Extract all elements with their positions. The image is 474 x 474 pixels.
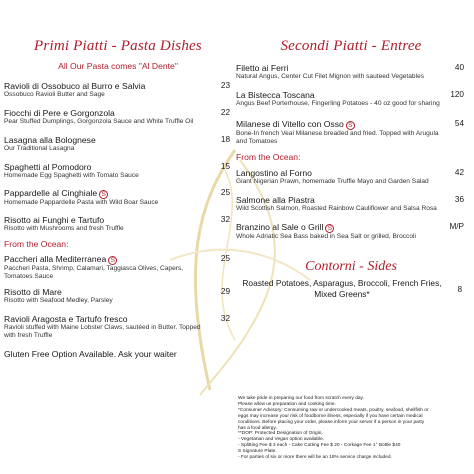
notice-line: *Consumer Advisory: Consuming raw or undercooked meats, poultry, seafood, shellfish or bbox=[238, 407, 429, 413]
menu-item bbox=[236, 90, 466, 108]
menu-item-price: 32 bbox=[220, 215, 230, 225]
signature-plate-icon: S bbox=[346, 121, 355, 130]
menu-item-price: 25 bbox=[220, 253, 230, 263]
menu-item-name-text: Risotto ai Funghi e Tartufo bbox=[4, 215, 105, 226]
sides-list: Roasted Potatoes, Asparagus, Broccoli, French Fries, Mixed Greens* bbox=[242, 278, 442, 299]
menu-item-description: Whole Adriatic Sea Bass baked in Sea Salt or grilled, Broccoli bbox=[236, 232, 416, 240]
menu-item-price: 32 bbox=[220, 313, 230, 323]
menu-item-name-text: Langostino al Forno bbox=[236, 168, 312, 179]
sides-section-title: Contorni - Sides bbox=[305, 259, 397, 275]
menu-item-price: 15 bbox=[220, 161, 230, 171]
menu-item bbox=[4, 135, 232, 153]
menu-item-price: 22 bbox=[220, 108, 230, 118]
entree-item-list bbox=[236, 63, 466, 146]
menu-item-name bbox=[4, 81, 210, 91]
menu-item-name bbox=[236, 222, 444, 233]
menu-item-price: 25 bbox=[220, 188, 230, 198]
notice-line: We take pride in preparing our food from scratch every day. bbox=[238, 396, 364, 401]
pasta-section-title: Primi Piatti - Pasta Dishes bbox=[34, 38, 202, 54]
menu-item-name bbox=[4, 314, 210, 324]
menu-item bbox=[236, 195, 466, 213]
menu-item-description: Homemade Egg Spaghetti with Tomato Sauce bbox=[4, 171, 139, 179]
menu-item-name bbox=[236, 195, 444, 205]
menu-item-description: Pear Stuffed Dumplings, Gorgonzola Sauce and White Truffle Oil bbox=[4, 118, 194, 126]
menu-item bbox=[4, 162, 232, 180]
menu-item-description: Homemade Pappardelle Pasta with Wild Boar Sauce bbox=[4, 199, 159, 207]
menu-item bbox=[4, 314, 232, 341]
menu-item-name-text: Salmone alla Piastra bbox=[236, 195, 315, 206]
notice-line: conditions. Before placing your order, please inform your server if a person in your party bbox=[238, 419, 425, 425]
menu-item-name bbox=[4, 135, 210, 145]
signature-plate-icon: S bbox=[325, 224, 334, 233]
entree-section bbox=[236, 0, 466, 299]
menu-item-price: 40 bbox=[454, 63, 464, 72]
notice-line: - For parties of six or more there will be an 18% service charge included. bbox=[238, 455, 392, 461]
notice-line: - Vegetarian and Vegan option available. bbox=[238, 437, 325, 443]
menu-item bbox=[236, 168, 466, 186]
menu-item-price: M/P bbox=[449, 221, 464, 231]
menu-item-name-text: Risotto di Mare bbox=[4, 287, 62, 298]
pasta-ocean-heading: From the Ocean: bbox=[4, 238, 69, 249]
menu-item-description: Wild Scottish Salmon, Roasted Rainbow Cauliflower and Salsa Rosa bbox=[236, 205, 437, 213]
menu-item bbox=[4, 287, 232, 305]
menu-item-name bbox=[236, 119, 444, 130]
menu-item-name-text: Fiocchi di Pere e Gorgonzola bbox=[4, 108, 115, 119]
notice-line: eggs may increase your risk of foodborne illness, especially if you have certain medical bbox=[238, 413, 423, 419]
pasta-subtitle: All Our Pasta comes "Al Dente" bbox=[58, 61, 178, 71]
notice-line: Please allow us preparation and cooking time. bbox=[238, 401, 336, 407]
gluten-free-note: Gluten Free Option Available. Ask your waiter bbox=[4, 349, 177, 360]
notice-line: has a food allergy. bbox=[238, 425, 277, 431]
menu-item bbox=[4, 215, 232, 233]
menu-item-description: Natural Angus, Center Cut Filet Mignon with sauteed Vegetables bbox=[236, 73, 425, 80]
entree-ocean-item-list bbox=[236, 168, 466, 241]
menu-item-description: Ossobuco Ravioli Butter and Sage bbox=[4, 91, 105, 98]
signature-plate-icon: S bbox=[99, 190, 108, 199]
pasta-item-list bbox=[4, 81, 232, 234]
pasta-section bbox=[4, 0, 232, 359]
menu-item-price: 29 bbox=[220, 287, 230, 297]
menu-item-name bbox=[236, 168, 444, 178]
menu-item-name bbox=[4, 215, 210, 225]
menu-item-name bbox=[236, 90, 444, 100]
menu-item bbox=[4, 254, 232, 282]
notice-line: S Signature Plate. bbox=[238, 449, 277, 455]
menu-item-name-text: Filetto ai Ferri bbox=[236, 63, 289, 73]
menu-item-name-text: Milanese di Vitello con Osso bbox=[236, 118, 344, 129]
pasta-ocean-item-list bbox=[4, 254, 232, 340]
menu-item-description: Our Traditional Lasagna bbox=[4, 144, 75, 152]
menu-item-name-text: Pappardelle al Cinghiale bbox=[4, 188, 98, 199]
menu-item-price: 18 bbox=[220, 134, 230, 144]
menu-item bbox=[236, 63, 466, 81]
menu-item bbox=[236, 119, 466, 147]
menu-item-name bbox=[4, 254, 210, 265]
menu-item-price: 36 bbox=[454, 195, 464, 205]
menu-item-name bbox=[4, 162, 210, 172]
signature-plate-icon: S bbox=[108, 256, 117, 265]
menu-item-name-text: Lasagna alla Bolognese bbox=[4, 134, 96, 145]
menu-item-name bbox=[4, 188, 210, 199]
menu-item-price: 23 bbox=[220, 81, 230, 90]
sides-price: 8 bbox=[457, 285, 462, 295]
menu-item-price: 42 bbox=[454, 168, 464, 178]
notice-line: **DOP: Protected Designation of Origin. bbox=[238, 431, 323, 437]
consumer-advisory-notice bbox=[238, 396, 466, 461]
menu-item-price: 120 bbox=[450, 90, 464, 100]
notice-line: - Splitting Fee $ 3 each - Cake Cutting Fee $ 20 - Corkage Fee 1° Bottle $40 bbox=[238, 443, 401, 449]
menu-item-description: Giant Nigerian Prawn, homemade Truffle Mayo and Garden Salad bbox=[236, 178, 429, 186]
menu-item bbox=[236, 222, 466, 241]
menu-item-name-text: Spaghetti al Pomodoro bbox=[4, 161, 92, 172]
menu-item-name bbox=[4, 287, 210, 297]
menu-item-name bbox=[236, 63, 444, 73]
menu-item-name bbox=[4, 108, 210, 118]
menu-item-price: 54 bbox=[454, 118, 464, 128]
menu-item-name-text: Ravioli di Ossobuco al Burro e Salvia bbox=[4, 81, 146, 91]
menu-item bbox=[4, 81, 232, 99]
menu-item-description: Angus Beef Porterhouse, Fingerling Potatoes - 40 oz good for sharing bbox=[236, 100, 440, 108]
entree-section-title: Secondi Piatti - Entree bbox=[280, 38, 422, 54]
menu-item-name-text: La Bistecca Toscana bbox=[236, 90, 315, 101]
menu-item-description: Risotto with Seafood Medley, Parsley bbox=[4, 297, 113, 305]
menu-item-description: Bone-In french Veal Milanese breaded and fried. Topped with Arugula and Tomatoes bbox=[236, 129, 439, 145]
menu-item bbox=[4, 108, 232, 126]
entree-ocean-heading: From the Ocean: bbox=[236, 152, 301, 163]
sides-section bbox=[236, 259, 466, 299]
menu-item-name-text: Branzino al Sale o Grill bbox=[236, 221, 324, 232]
menu-item-description: Risotto with Mushrooms and fresh Truffle bbox=[4, 225, 124, 233]
menu-item-name-text: Paccheri alla Mediterranea bbox=[4, 253, 107, 264]
menu-item-description: Paccheri Pasta, Shrimp, Calamari, Taggiasca Olives, Capers, Tomatoes Sauce bbox=[4, 264, 184, 281]
menu-item bbox=[4, 188, 232, 207]
menu-item-name-text: Ravioli Aragosta e Tartufo fresco bbox=[4, 313, 128, 324]
menu-item-description: Ravioli stuffed with Maine Lobster Claws, sautéed in Butter. Topped with fresh Truffle bbox=[4, 323, 201, 339]
